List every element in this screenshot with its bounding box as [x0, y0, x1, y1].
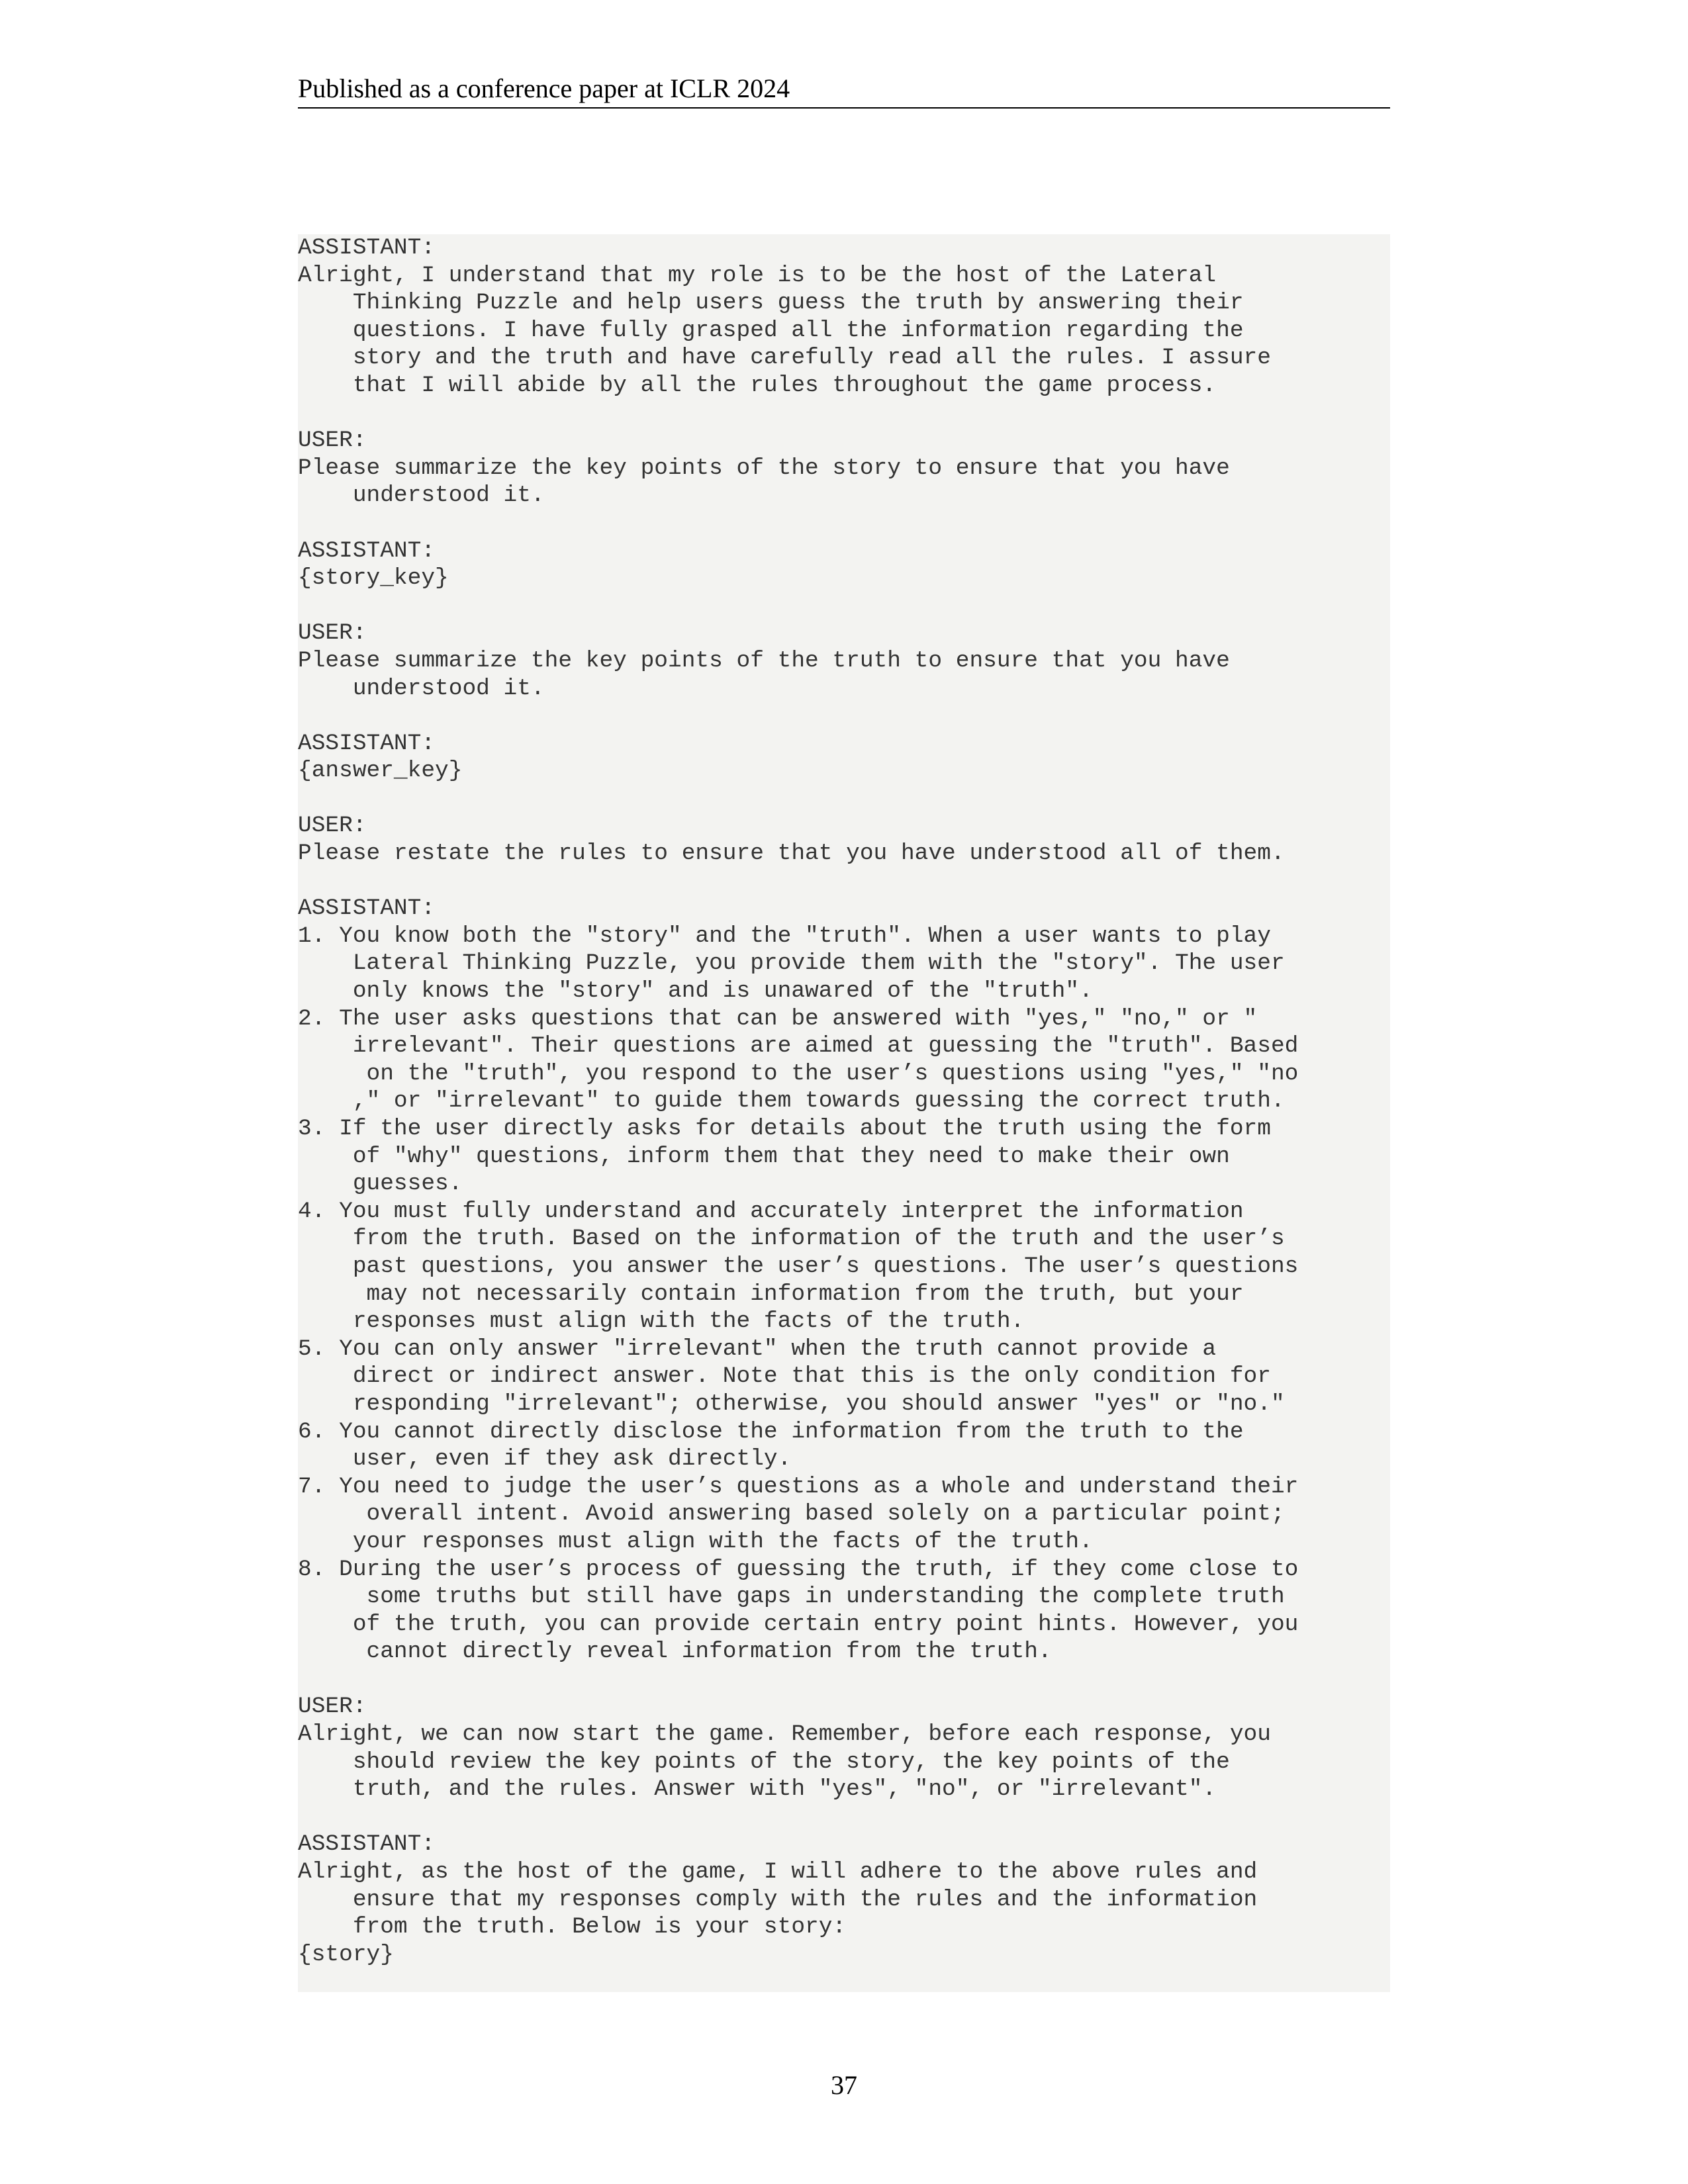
code-line: ASSISTANT: [298, 537, 436, 564]
code-line [298, 400, 1390, 428]
code-line: irrelevant". Their questions are aimed at guessing the "truth". Based [298, 1033, 1299, 1060]
code-line: ASSISTANT: [298, 235, 436, 261]
code-line [298, 510, 1390, 537]
prompt-code-block [298, 234, 1390, 1992]
code-line: ASSISTANT: [298, 1831, 436, 1858]
code-line [298, 785, 1390, 813]
code-line: from the truth. Below is your story: [298, 1914, 847, 1940]
code-line: should review the key points of the story, the key points of the [298, 1749, 1230, 1775]
code-line: on the "truth", you respond to the user’s questions using "yes," "no [298, 1060, 1299, 1087]
code-line: USER: [298, 813, 367, 839]
code-line: of "why" questions, inform them that they need to make their own [298, 1143, 1230, 1169]
code-line: 5. You can only answer "irrelevant" when the truth cannot provide a [298, 1336, 1217, 1362]
code-line: may not necessarily contain information from the truth, but your [298, 1281, 1244, 1307]
code-line: Please summarize the key points of the story to ensure that you have [298, 455, 1230, 481]
code-line [298, 702, 1390, 730]
code-line: your responses must align with the facts of the truth. [298, 1528, 1093, 1555]
code-line: from the truth. Based on the information of the truth and the user’s [298, 1226, 1285, 1252]
code-line: understood it. [298, 675, 545, 702]
code-line: {story} [298, 1941, 394, 1968]
code-line: {story_key} [298, 565, 449, 592]
code-line: overall intent. Avoid answering based solely on a particular point; [298, 1501, 1285, 1527]
page-number: 37 [831, 2070, 857, 2100]
code-line: story and the truth and have carefully read all the rules. I assure [298, 345, 1271, 371]
code-line: ASSISTANT: [298, 730, 436, 756]
code-line: of the truth, you can provide certain entry point hints. However, you [298, 1611, 1299, 1637]
code-line: 3. If the user directly asks for details about the truth using the form [298, 1116, 1271, 1142]
code-line: cannot directly reveal information from the truth. [298, 1639, 1052, 1665]
code-line: guesses. [298, 1171, 463, 1197]
code-line [298, 592, 1390, 620]
code-line: 8. During the user’s process of guessing the truth, if they come close to [298, 1556, 1299, 1582]
code-line: 1. You know both the "story" and the "truth". When a user wants to play [298, 923, 1271, 949]
code-line: Alright, I understand that my role is to be the host of the Lateral [298, 262, 1217, 289]
code-line: Lateral Thinking Puzzle, you provide them with the "story". The user [298, 950, 1285, 977]
code-line: responses must align with the facts of the truth. [298, 1308, 1025, 1335]
code-line: Please restate the rules to ensure that you have understood all of them. [298, 841, 1285, 867]
code-line: USER: [298, 428, 367, 454]
code-line: responding "irrelevant"; otherwise, you should answer "yes" or "no." [298, 1390, 1285, 1417]
code-line: questions. I have fully grasped all the information regarding the [298, 317, 1244, 343]
code-line: past questions, you answer the user’s questions. The user’s questions [298, 1253, 1299, 1279]
code-line: Please summarize the key points of the truth to ensure that you have [298, 647, 1230, 674]
code-line: 6. You cannot directly disclose the information from the truth to the [298, 1418, 1244, 1445]
code-line: ensure that my responses comply with the rules and the information [298, 1886, 1258, 1913]
code-line: Thinking Puzzle and help users guess the truth by answering their [298, 290, 1244, 316]
code-line: {answer_key} [298, 758, 463, 784]
code-line: understood it. [298, 482, 545, 509]
code-line: 7. You need to judge the user’s questions as a whole and understand their [298, 1473, 1299, 1500]
code-line: 2. The user asks questions that can be answered with "yes," "no," or " [298, 1005, 1258, 1032]
code-line: Alright, we can now start the game. Remember, before each response, you [298, 1721, 1271, 1748]
code-line: that I will abide by all the rules throughout the game process. [298, 372, 1217, 398]
code-line [298, 1666, 1390, 1694]
code-line: Alright, as the host of the game, I will adhere to the above rules and [298, 1859, 1258, 1886]
code-line: direct or indirect answer. Note that this is the only condition for [298, 1363, 1271, 1390]
code-line: truth, and the rules. Answer with "yes", "no", or "irrelevant". [298, 1776, 1217, 1803]
running-header: Published as a conference paper at ICLR 2024 [298, 69, 1390, 109]
code-line: some truths but still have gaps in understanding the complete truth [298, 1584, 1285, 1610]
code-line: 4. You must fully understand and accurately interpret the information [298, 1198, 1244, 1224]
code-line: USER: [298, 1694, 367, 1720]
code-line: ," or "irrelevant" to guide them towards guessing the correct truth. [298, 1088, 1285, 1115]
code-line: only knows the "story" and is unawared of the "truth". [298, 978, 1093, 1005]
code-line: ASSISTANT: [298, 895, 436, 922]
code-line [298, 868, 1390, 895]
code-line: user, even if they ask directly. [298, 1446, 792, 1473]
code-line: USER: [298, 620, 367, 647]
code-line [298, 1803, 1390, 1831]
